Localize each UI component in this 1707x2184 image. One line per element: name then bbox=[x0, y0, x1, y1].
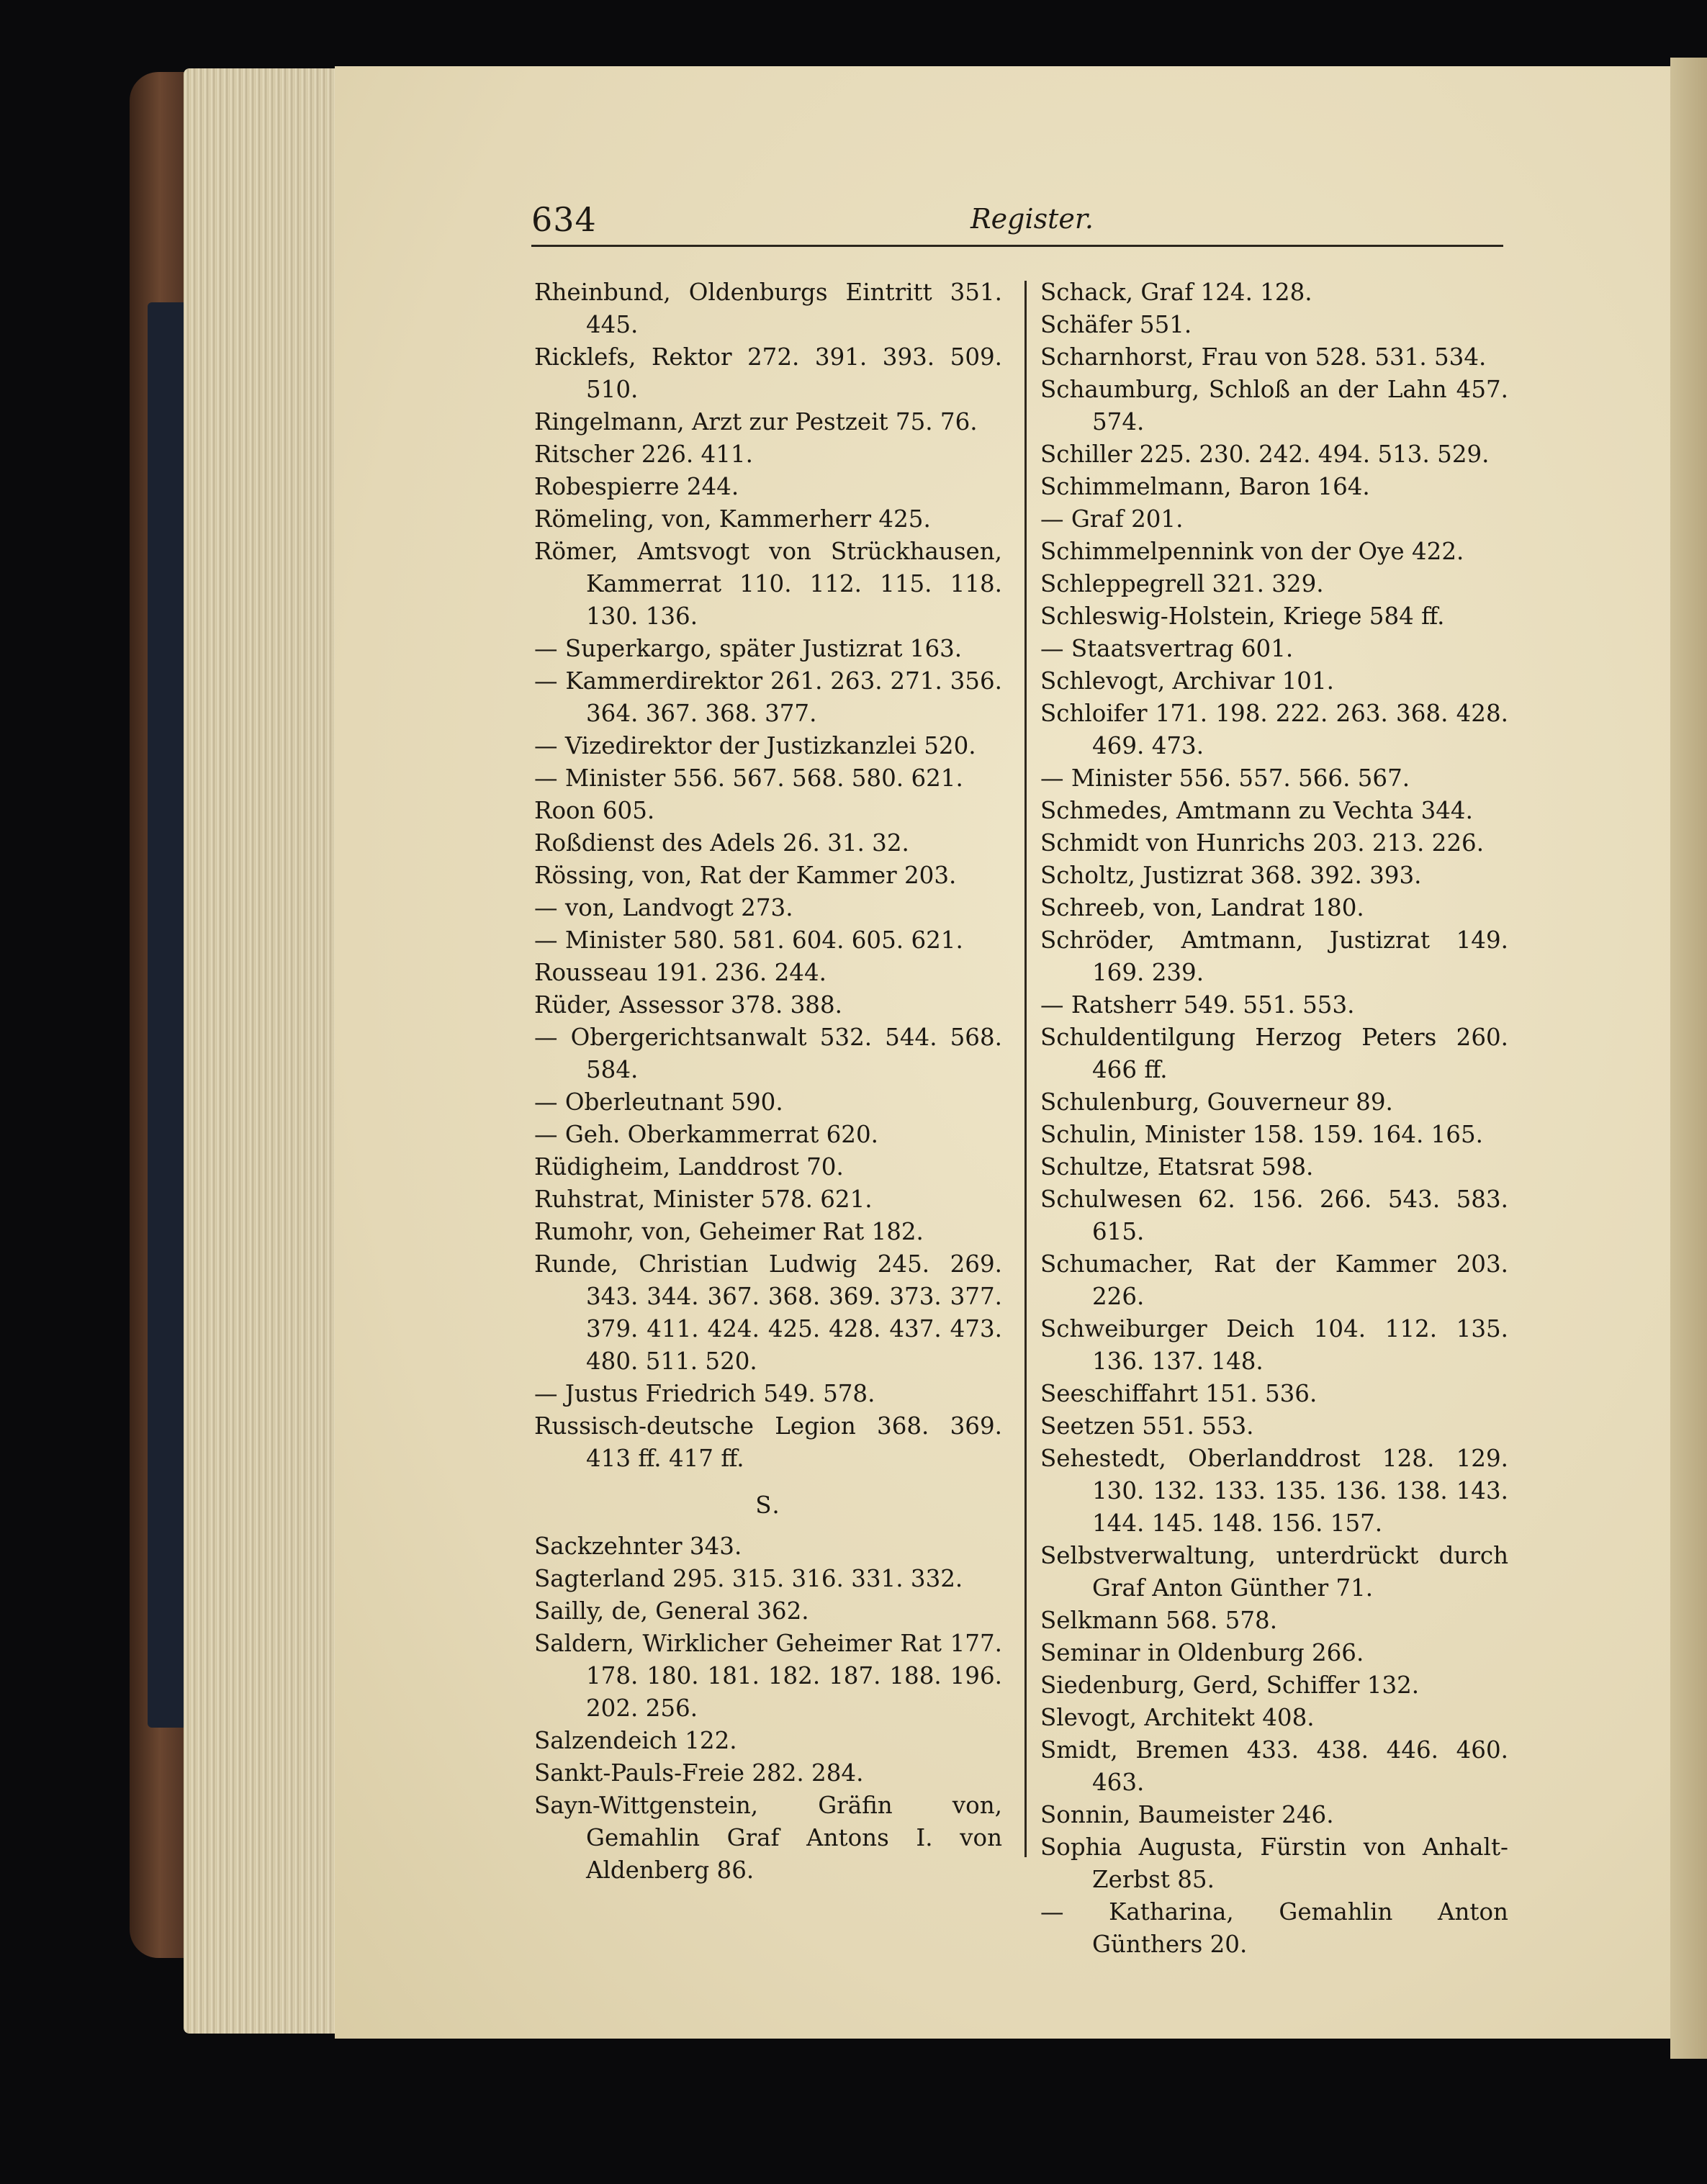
index-entry: Rüdigheim, Landdrost 70. bbox=[534, 1153, 844, 1181]
index-entry: Römeling, von, Kammerherr 425. bbox=[534, 505, 931, 533]
index-entry: Sophia Augusta, Fürstin von Anhalt-Zerbst 85. bbox=[1040, 1833, 1508, 1893]
index-entry: Smidt, Bremen 433. 438. 446. 460. 463. bbox=[1040, 1736, 1508, 1796]
running-title: Register. bbox=[970, 203, 1094, 235]
index-entry: Salzendeich 122. bbox=[534, 1727, 737, 1754]
index-entry: Römer, Amtsvogt von Strückhausen, Kammerrat 110. 112. 115. 118. 130. 136. bbox=[534, 538, 1002, 630]
index-entry: Rumohr, von, Geheimer Rat 182. bbox=[534, 1218, 924, 1245]
index-entry: Schumacher, Rat der Kammer 203. 226. bbox=[1040, 1250, 1508, 1310]
index-entry: Schimmelmann, Baron 164. bbox=[1040, 473, 1370, 500]
index-entry: — Vizedirektor der Justizkanzlei 520. bbox=[534, 732, 976, 759]
page-number: 634 bbox=[531, 200, 597, 239]
index-entry: — Geh. Oberkammerrat 620. bbox=[534, 1121, 878, 1148]
index-entry: — Justus Friedrich 549. 578. bbox=[534, 1380, 875, 1407]
index-entry: Sankt-Pauls-Freie 282. 284. bbox=[534, 1759, 864, 1787]
index-entry: Schulwesen 62. 156. 266. 543. 583. 615. bbox=[1040, 1186, 1508, 1245]
index-entry: Schweiburger Deich 104. 112. 135. 136. 137. 148. bbox=[1040, 1315, 1508, 1375]
index-entry: — Katharina, Gemahlin Anton Günthers 20. bbox=[1040, 1898, 1508, 1958]
index-entry: Ricklefs, Rektor 272. 391. 393. 509. 510. bbox=[534, 343, 1002, 403]
column-divider bbox=[1024, 281, 1027, 1857]
index-entry: Ringelmann, Arzt zur Pestzeit 75. 76. bbox=[534, 408, 978, 436]
header-rule bbox=[531, 245, 1503, 247]
index-entry: Ruhstrat, Minister 578. 621. bbox=[534, 1186, 873, 1213]
index-entry: Schulenburg, Gouverneur 89. bbox=[1040, 1088, 1393, 1116]
index-entry: Seminar in Oldenburg 266. bbox=[1040, 1639, 1364, 1666]
index-entry: — Superkargo, später Justizrat 163. bbox=[534, 635, 963, 662]
index-entry: Schuldentilgung Herzog Peters 260. 466 ff. bbox=[1040, 1024, 1508, 1083]
index-column-right bbox=[1040, 276, 1508, 1961]
index-entry: — Ratsherr 549. 551. 553. bbox=[1040, 991, 1355, 1019]
index-entry: — Graf 201. bbox=[1040, 505, 1184, 533]
index-entry: Roßdienst des Adels 26. 31. 32. bbox=[534, 829, 909, 857]
index-entry: Runde, Christian Ludwig 245. 269. 343. 344. 367. 368. 369. 373. 377. 379. 411. 424. 425. 428. 437. 473. 480. 511. 520. bbox=[534, 1250, 1002, 1375]
index-entry: Schleppegrell 321. 329. bbox=[1040, 570, 1324, 597]
section-heading: S. bbox=[755, 1492, 781, 1519]
index-entry: Schlevogt, Archivar 101. bbox=[1040, 667, 1334, 695]
index-entry: Selbstverwaltung, unterdrückt durch Graf Anton Günther 71. bbox=[1040, 1542, 1508, 1602]
index-entry: — Minister 580. 581. 604. 605. 621. bbox=[534, 926, 963, 954]
index-entry: Rüder, Assessor 378. 388. bbox=[534, 991, 842, 1019]
index-entry: Seetzen 551. 553. bbox=[1040, 1412, 1254, 1440]
index-entry: Sehestedt, Oberlanddrost 128. 129. 130. 132. 133. 135. 136. 138. 143. 144. 145. 148. 156. 157. bbox=[1040, 1445, 1508, 1537]
index-column-left bbox=[534, 276, 1002, 1887]
index-entry: — von, Landvogt 273. bbox=[534, 894, 793, 921]
index-entry: Sayn-Wittgenstein, Gräfin von, Gemahlin Graf Antons I. von Aldenberg 86. bbox=[534, 1792, 1002, 1884]
index-entry: Slevogt, Architekt 408. bbox=[1040, 1704, 1315, 1731]
index-entry: Selkmann 568. 578. bbox=[1040, 1607, 1278, 1634]
index-entry: Russisch-deutsche Legion 368. 369. 413 ff. 417 ff. bbox=[534, 1412, 1002, 1472]
index-entry: Rousseau 191. 236. 244. bbox=[534, 959, 827, 986]
index-entry: Seeschiffahrt 151. 536. bbox=[1040, 1380, 1318, 1407]
index-entry: Sonnin, Baumeister 246. bbox=[1040, 1801, 1334, 1828]
index-entry: — Oberleutnant 590. bbox=[534, 1088, 783, 1116]
facing-page-edge bbox=[1670, 58, 1707, 2059]
index-entry: Schreeb, von, Landrat 180. bbox=[1040, 894, 1364, 921]
index-entry: Schack, Graf 124. 128. bbox=[1040, 279, 1312, 306]
index-entry: — Staatsvertrag 601. bbox=[1040, 635, 1294, 662]
index-entry: Schmedes, Amtmann zu Vechta 344. bbox=[1040, 797, 1473, 824]
index-entry: Schröder, Amtmann, Justizrat 149. 169. 239. bbox=[1040, 926, 1508, 986]
page-edges bbox=[184, 68, 338, 2034]
index-entry: Schulin, Minister 158. 159. 164. 165. bbox=[1040, 1121, 1483, 1148]
index-entry: Siedenburg, Gerd, Schiffer 132. bbox=[1040, 1671, 1420, 1699]
index-entry: Schleswig-Holstein, Kriege 584 ff. bbox=[1040, 603, 1445, 630]
index-entry: — Kammerdirektor 261. 263. 271. 356. 364. 367. 368. 377. bbox=[534, 667, 1002, 727]
index-entry: Schimmelpennink von der Oye 422. bbox=[1040, 538, 1464, 565]
index-entry: Rheinbund, Oldenburgs Eintritt 351. 445. bbox=[534, 279, 1002, 338]
index-entry: Scholtz, Justizrat 368. 392. 393. bbox=[1040, 862, 1422, 889]
index-entry: Schloifer 171. 198. 222. 263. 368. 428. 469. 473. bbox=[1040, 700, 1508, 759]
index-entry: — Minister 556. 567. 568. 580. 621. bbox=[534, 764, 963, 792]
index-entry: Scharnhorst, Frau von 528. 531. 534. bbox=[1040, 343, 1487, 371]
index-entry: Sackzehnter 343. bbox=[534, 1533, 742, 1560]
index-entry: Robespierre 244. bbox=[534, 473, 739, 500]
index-entry: — Obergerichtsanwalt 532. 544. 568. 584. bbox=[534, 1024, 1002, 1083]
index-entry: — Minister 556. 557. 566. 567. bbox=[1040, 764, 1410, 792]
index-entry: Sagterland 295. 315. 316. 331. 332. bbox=[534, 1565, 963, 1592]
index-entry: Schultze, Etatsrat 598. bbox=[1040, 1153, 1314, 1181]
index-entry: Schäfer 551. bbox=[1040, 311, 1192, 338]
index-entry: Schiller 225. 230. 242. 494. 513. 529. bbox=[1040, 441, 1490, 468]
index-entry: Schaumburg, Schloß an der Lahn 457. 574. bbox=[1040, 376, 1508, 436]
index-entry: Roon 605. bbox=[534, 797, 655, 824]
index-entry: Saldern, Wirklicher Geheimer Rat 177. 178. 180. 181. 182. 187. 188. 196. 202. 256. bbox=[534, 1630, 1002, 1722]
index-entry: Schmidt von Hunrichs 203. 213. 226. bbox=[1040, 829, 1485, 857]
spine-binding bbox=[148, 302, 187, 1728]
index-entry: Ritscher 226. 411. bbox=[534, 441, 753, 468]
page-header bbox=[531, 200, 1503, 248]
index-entry: Rössing, von, Rat der Kammer 203. bbox=[534, 862, 957, 889]
index-entry: Sailly, de, General 362. bbox=[534, 1597, 809, 1625]
